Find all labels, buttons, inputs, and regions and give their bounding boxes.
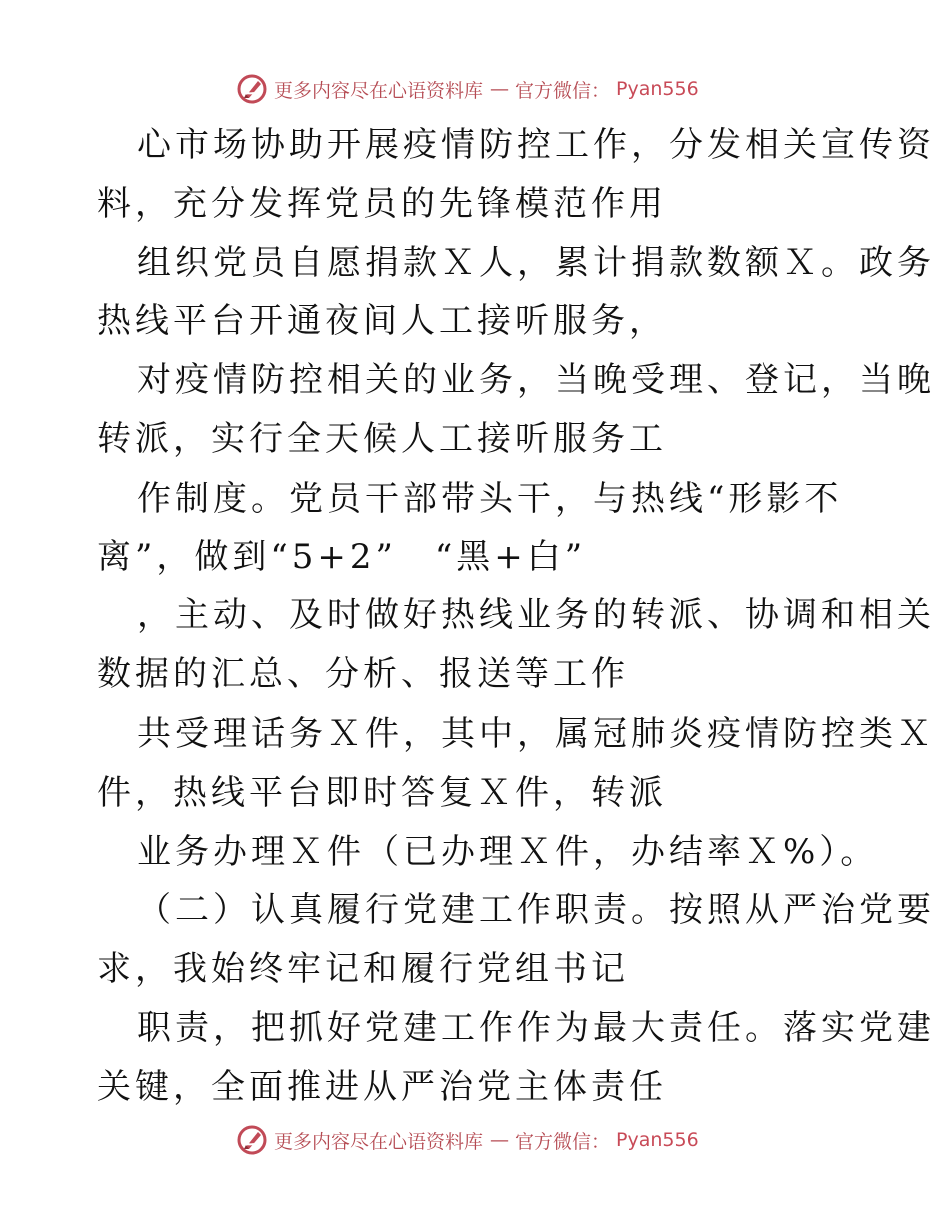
paragraph-line-2: 料，充分发挥党员的先锋模范作用 bbox=[97, 184, 667, 224]
paragraph-line-8: 离”，做到“5+2” “黑+白” bbox=[97, 537, 587, 577]
paragraph-line-10: 数据的汇总、分析、报送等工作 bbox=[97, 654, 629, 694]
paragraph-line-7: 作制度。党员干部带头干，与热线“形影不 bbox=[137, 479, 843, 519]
watermark-separator: — bbox=[490, 1129, 510, 1151]
watermark-wechat-id: Pyan556 bbox=[616, 1129, 699, 1151]
paragraph-line-14: （二）认真履行党建工作职责。按照从严治党要 bbox=[137, 890, 935, 930]
paragraph-line-13: 业务办理Ｘ件（已办理Ｘ件，办结率Ｘ%）。 bbox=[137, 832, 879, 872]
watermark-official-text: 官方微信： bbox=[515, 1130, 611, 1153]
paragraph-line-11: 共受理话务Ｘ件，其中，属冠肺炎疫情防控类Ｘ bbox=[137, 714, 935, 754]
pen-logo-icon bbox=[236, 1124, 268, 1156]
paragraph-line-3: 组织党员自愿捐款Ｘ人，累计捐款数额Ｘ。政务 bbox=[137, 243, 935, 283]
paragraph-line-12: 件，热线平台即时答复Ｘ件，转派 bbox=[97, 773, 667, 813]
paragraph-line-6: 转派，实行全天候人工接听服务工 bbox=[97, 419, 667, 459]
watermark-official-text: 官方微信： bbox=[515, 79, 611, 102]
paragraph-line-1: 心市场协助开展疫情防控工作，分发相关宣传资 bbox=[137, 125, 935, 165]
watermark-separator: — bbox=[490, 78, 510, 100]
paragraph-line-5: 对疫情防控相关的业务，当晚受理、登记，当晚 bbox=[137, 360, 935, 400]
watermark-wechat-id: Pyan556 bbox=[616, 78, 699, 100]
paragraph-line-15: 求，我始终牢记和履行党组书记 bbox=[97, 949, 629, 989]
paragraph-line-4: 热线平台开通夜间人工接听服务， bbox=[97, 301, 667, 341]
paragraph-line-16: 职责，把抓好党建工作作为最大责任。落实党建 bbox=[137, 1008, 935, 1048]
footer-watermark bbox=[236, 1124, 736, 1156]
watermark-site-text: 更多内容尽在心语资料库 bbox=[274, 1130, 484, 1153]
watermark-site-text: 更多内容尽在心语资料库 bbox=[274, 79, 484, 102]
paragraph-line-9: ，主动、及时做好热线业务的转派、协调和相关 bbox=[137, 595, 935, 635]
paragraph-line-17: 关键，全面推进从严治党主体责任 bbox=[97, 1067, 667, 1107]
